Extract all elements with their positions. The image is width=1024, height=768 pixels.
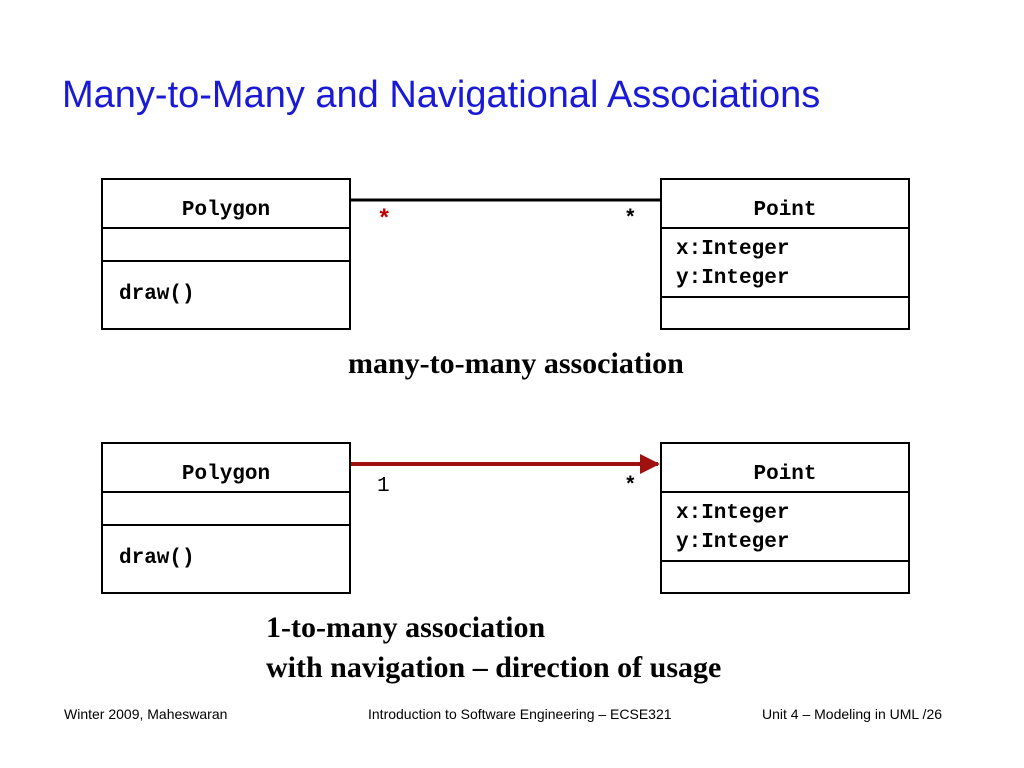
right-multiplicity: * xyxy=(624,475,637,498)
operation-draw: draw() xyxy=(119,283,195,306)
slide-title: Many-to-Many and Navigational Associations xyxy=(62,74,821,116)
polygon-operations-compartment xyxy=(103,526,349,572)
left-multiplicity: 1 xyxy=(377,475,390,498)
point-class-box xyxy=(660,178,910,330)
class-name-polygon: Polygon xyxy=(103,444,349,493)
attribute-x: x:Integer xyxy=(676,238,790,261)
footer-center: Introduction to Software Engineering – ECSE321 xyxy=(368,706,672,722)
point-class-box xyxy=(660,442,910,594)
operation-draw: draw() xyxy=(119,547,195,570)
polygon-class-box xyxy=(101,178,351,330)
attribute-y: y:Integer xyxy=(676,531,790,554)
diagram-caption-line-1: 1-to-many association xyxy=(266,611,546,644)
polygon-attributes-compartment xyxy=(103,229,349,262)
attribute-x: x:Integer xyxy=(676,502,790,525)
footer-right: Unit 4 – Modeling in UML /26 xyxy=(762,706,943,722)
polygon-class-box xyxy=(101,442,351,594)
right-multiplicity: * xyxy=(624,208,637,231)
class-name-polygon: Polygon xyxy=(103,180,349,229)
polygon-operations-compartment xyxy=(103,262,349,308)
left-multiplicity: * xyxy=(377,207,392,234)
attribute-y: y:Integer xyxy=(676,267,790,290)
class-name-point: Point xyxy=(662,444,908,493)
class-name-point: Point xyxy=(662,180,908,229)
diagram-caption-line-2: with navigation – direction of usage xyxy=(266,651,722,684)
diagram-caption: many-to-many association xyxy=(348,347,684,380)
polygon-attributes-compartment xyxy=(103,493,349,526)
point-attributes-compartment xyxy=(662,229,908,298)
footer-left: Winter 2009, Maheswaran xyxy=(64,706,228,722)
point-attributes-compartment xyxy=(662,493,908,562)
